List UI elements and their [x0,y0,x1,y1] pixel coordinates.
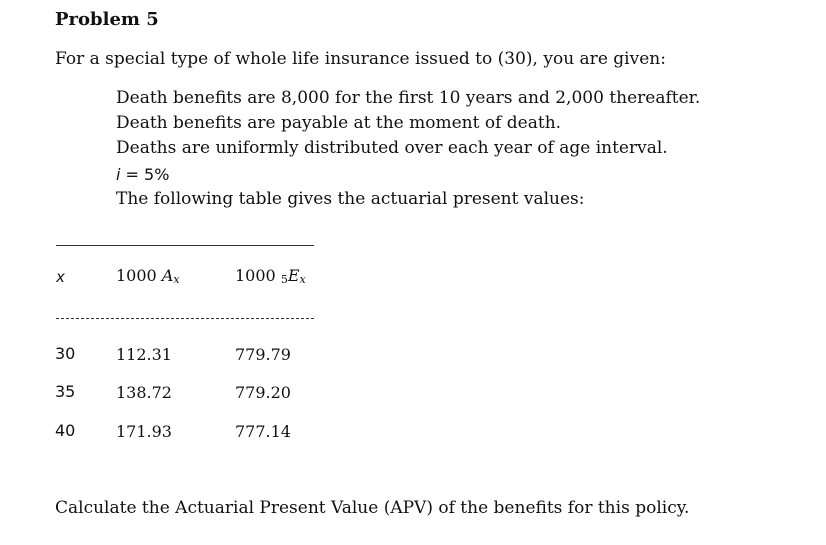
header-5ex-prefix: 1000 [235,266,281,285]
table-dashed-rule [56,318,314,319]
problem-title: Problem 5 [55,9,159,30]
table-row-40-ax: 171.93 [116,422,172,441]
header-5ex-presubscript: 5 [280,273,288,286]
problem-intro: For a special type of whole life insurance issued to (30), you are given: [55,49,666,69]
question-text: Calculate the Actuarial Present Value (APV) of the benefits for this policy. [55,498,690,518]
table-top-rule [56,245,314,246]
header-5ex-symbol: E [287,266,300,285]
table-intro: The following table gives the actuarial present values: [116,189,585,209]
table-row-40-x: 40 [55,421,76,440]
interest-variable: i [116,165,121,184]
given-uniform-distribution: Deaths are uniformly distributed over each year of age interval. [116,138,668,158]
header-5ex-subscript: x [299,273,306,286]
table-row-35-5ex: 779.20 [235,383,291,402]
given-interest-rate [116,165,169,184]
table-row-30-x: 30 [55,344,76,363]
header-ax-prefix: 1000 [116,266,162,285]
table-row-35-x: 35 [55,382,76,401]
table-header-ax [116,266,180,286]
table-header-5ex [235,266,306,286]
table-header-x: x [56,268,65,286]
header-ax-subscript: x [173,273,180,286]
table-row-40-5ex: 777.14 [235,422,291,441]
header-ax-symbol: A [161,266,174,285]
given-death-benefit-amounts: Death benefits are 8,000 for the first 10 years and 2,000 thereafter. [116,88,701,108]
table-row-30-ax: 112.31 [116,345,172,364]
table-row-35-ax: 138.72 [116,383,172,402]
given-payable-at-death: Death benefits are payable at the moment of death. [116,113,562,133]
table-row-30-5ex: 779.79 [235,345,291,364]
interest-value: = 5% [120,165,170,184]
